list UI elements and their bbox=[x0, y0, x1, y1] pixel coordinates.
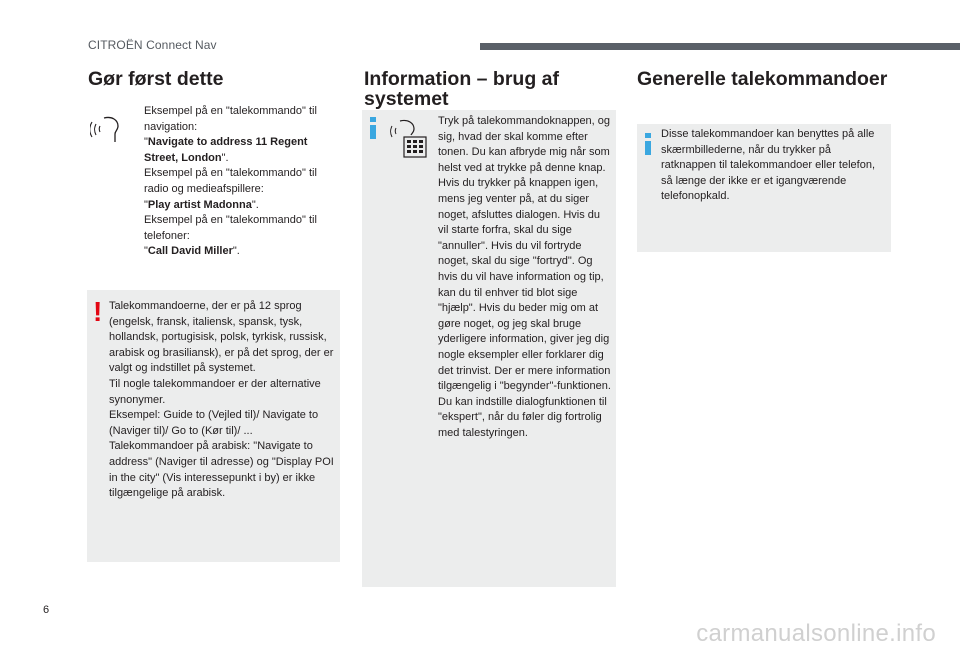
example-radio bbox=[144, 166, 334, 213]
quote-close: ". bbox=[251, 198, 259, 211]
info-box-general bbox=[637, 124, 891, 252]
page-number: 6 bbox=[43, 604, 50, 616]
section-heading-general: Generelle talekommandoer bbox=[637, 68, 888, 90]
warning-line: Talekommandoer på arabisk: "Navigate to address" (Naviger til adresse) og "Display POI in the city" (Vis interessepunkt i by) er ikke tilgængelige på arabisk. bbox=[109, 440, 334, 500]
header-bar bbox=[480, 43, 960, 50]
watermark: carmanualsonline.info bbox=[696, 620, 936, 647]
example-telephone bbox=[144, 213, 334, 260]
example-command: Call David Miller bbox=[147, 245, 233, 258]
example-command: Navigate to address 11 Regent Street, London bbox=[144, 136, 308, 164]
warning-text bbox=[109, 299, 337, 502]
info-general-text: Disse talekommandoer kan benyttes på alle skærmbillederne, når du trykker på ratknappen til talekommandoer eller telefon, så længe der ikke er et igangværende telefonopkald. bbox=[661, 128, 876, 203]
info-box-usage bbox=[362, 110, 616, 587]
section-heading-info: Information – brug af systemet bbox=[364, 68, 559, 110]
quote-open: " bbox=[144, 136, 148, 149]
warning-icon: ! bbox=[93, 296, 103, 327]
header-title: CITROËN Connect Nav bbox=[88, 38, 217, 52]
info-usage-text: Tryk på talekommandoknappen, og sig, hvad der skal komme efter tonen. Du kan afbryde mig når som helst ved at trykke på denne knap. Hvis du trykker på knappen igen, mens jeg venter på, at du siger noget, afsluttes dialogen. Hvis du vil starte forfra, skal du sige "annuller". Hvis du vil fortryde noget, skal du sige "fortryd". Og hvis du vil have information og tip, kan du til enhver tid blot sige "hjælp". Hvis du beder mig om at gøre noget, og jeg skal bruge yderligere information, giver jeg dig nogle eksempler eller forklarer dig det trinvist. Der er mere information tilgængelig i "begynder"-funktionen. Du kan indstille dialogfunktionen til "ekspert", når du føler dig fortrolig med talestyringen. bbox=[438, 115, 611, 439]
example-intro: Eksempel på en "talekommando" til radio og medieafspillere: bbox=[144, 167, 317, 195]
warning-line: Til nogle talekommandoer er der alternative synonymer. bbox=[109, 377, 321, 406]
warning-line: Eksempel: Guide to (Vejled til)/ Navigate to (Naviger til)/ Go to (Kør til)/ ... bbox=[109, 409, 319, 437]
quote-close: ". bbox=[232, 245, 240, 258]
voice-command-button-icon bbox=[388, 117, 428, 159]
example-command: Play artist Madonna bbox=[147, 198, 252, 211]
quote-open: " bbox=[144, 245, 148, 258]
section-heading-first: Gør først dette bbox=[88, 68, 224, 90]
example-intro: Eksempel på en "talekommando" til telefoner: bbox=[144, 214, 317, 242]
voice-command-icon bbox=[90, 114, 126, 146]
quote-open: " bbox=[144, 198, 148, 211]
voice-command-examples bbox=[144, 104, 334, 260]
warning-box bbox=[87, 290, 340, 562]
warning-line: Talekommandoerne, der er på 12 sprog (engelsk, fransk, italiensk, spansk, tysk, hollandsk, portugisisk, polsk, tyrkisk, russisk, arabisk og brasiliansk), er på det sprog, der er valgt og indstillet på systemet. bbox=[109, 300, 334, 375]
example-intro: Eksempel på en "talekommando" til navigation: bbox=[144, 105, 317, 133]
example-navigation bbox=[144, 104, 334, 166]
quote-close: ". bbox=[221, 151, 229, 164]
